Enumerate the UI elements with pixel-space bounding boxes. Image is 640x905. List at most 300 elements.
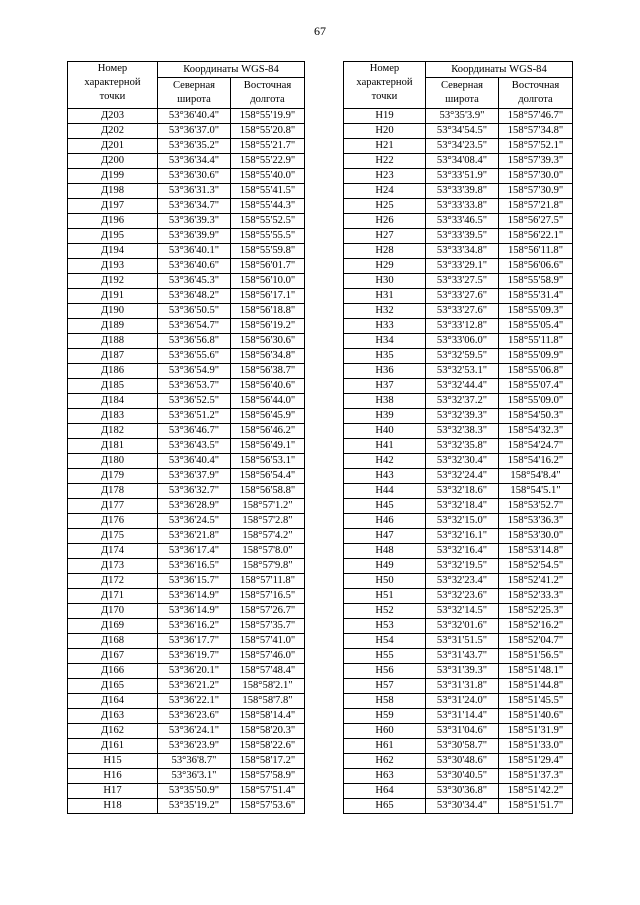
longitude-cell: 158°56'27.5" (499, 214, 573, 229)
latitude-cell: 53°36'15.7" (158, 574, 231, 589)
longitude-cell: 158°52'04.7" (499, 634, 573, 649)
latitude-cell: 53°33'39.5" (426, 229, 499, 244)
longitude-header: Восточная долгота (231, 78, 305, 109)
point-id-cell: Д189 (68, 319, 158, 334)
point-id-cell: Д183 (68, 409, 158, 424)
longitude-cell: 158°51'31.9" (499, 724, 573, 739)
latitude-cell: 53°36'31.3" (158, 184, 231, 199)
latitude-cell: 53°33'29.1" (426, 259, 499, 274)
longitude-cell: 158°55'40.0" (231, 169, 305, 184)
latitude-cell: 53°32'15.0" (426, 514, 499, 529)
latitude-cell: 53°32'37.2" (426, 394, 499, 409)
point-id-cell: Д187 (68, 349, 158, 364)
table-row (68, 364, 305, 379)
table-row (68, 244, 305, 259)
latitude-cell: 53°36'34.7" (158, 199, 231, 214)
longitude-cell: 158°56'53.1" (231, 454, 305, 469)
latitude-cell: 53°36'14.9" (158, 604, 231, 619)
table-row (344, 649, 573, 664)
table-row (68, 769, 305, 784)
point-id-cell: Н62 (344, 754, 426, 769)
point-id-cell: Н34 (344, 334, 426, 349)
table-row (344, 724, 573, 739)
point-id-cell: Н49 (344, 559, 426, 574)
point-id-cell: Д181 (68, 439, 158, 454)
table-row (344, 679, 573, 694)
longitude-cell: 158°57'9.8" (231, 559, 305, 574)
point-id-cell: Д168 (68, 634, 158, 649)
latitude-cell: 53°33'27.6" (426, 289, 499, 304)
table-body-left (68, 109, 305, 814)
longitude-cell: 158°55'58.9" (499, 274, 573, 289)
latitude-cell: 53°36'50.5" (158, 304, 231, 319)
table-row (68, 694, 305, 709)
longitude-cell: 158°57'8.0" (231, 544, 305, 559)
table-row (344, 319, 573, 334)
latitude-cell: 53°30'58.7" (426, 739, 499, 754)
point-id-cell: Д182 (68, 424, 158, 439)
latitude-cell: 53°36'8.7" (158, 754, 231, 769)
table-row (68, 424, 305, 439)
table-row (344, 364, 573, 379)
longitude-cell: 158°53'36.3" (499, 514, 573, 529)
table-row (68, 679, 305, 694)
table-row (68, 199, 305, 214)
point-id-cell: Н28 (344, 244, 426, 259)
point-id-cell: Н22 (344, 154, 426, 169)
table-row (68, 724, 305, 739)
point-id-cell: Н42 (344, 454, 426, 469)
point-id-cell: Д166 (68, 664, 158, 679)
longitude-cell: 158°55'44.3" (231, 199, 305, 214)
table-row (68, 499, 305, 514)
longitude-cell: 158°55'07.4" (499, 379, 573, 394)
coordinates-table-left (67, 61, 305, 814)
point-id-cell: Н32 (344, 304, 426, 319)
latitude-cell: 53°32'38.3" (426, 424, 499, 439)
point-id-cell: Н51 (344, 589, 426, 604)
table-row (68, 559, 305, 574)
longitude-cell: 158°56'46.2" (231, 424, 305, 439)
latitude-cell: 53°32'30.4" (426, 454, 499, 469)
point-id-cell: Д165 (68, 679, 158, 694)
longitude-cell: 158°58'17.2" (231, 754, 305, 769)
point-id-cell: Д193 (68, 259, 158, 274)
longitude-cell: 158°57'35.7" (231, 619, 305, 634)
point-number-header: Номер характерной точки (344, 62, 426, 109)
table-row (344, 589, 573, 604)
point-id-cell: Н23 (344, 169, 426, 184)
point-id-cell: Д161 (68, 739, 158, 754)
point-id-cell: Д186 (68, 364, 158, 379)
latitude-cell: 53°30'48.6" (426, 754, 499, 769)
coordinates-header: Координаты WGS-84 (426, 62, 573, 78)
latitude-cell: 53°36'19.7" (158, 649, 231, 664)
latitude-header: Северная широта (158, 78, 231, 109)
latitude-cell: 53°32'23.4" (426, 574, 499, 589)
latitude-cell: 53°32'16.4" (426, 544, 499, 559)
point-id-cell: Н37 (344, 379, 426, 394)
longitude-cell: 158°52'16.2" (499, 619, 573, 634)
point-id-cell: Н57 (344, 679, 426, 694)
latitude-cell: 53°33'39.8" (426, 184, 499, 199)
longitude-cell: 158°58'7.8" (231, 694, 305, 709)
table-row (68, 229, 305, 244)
longitude-cell: 158°56'19.2" (231, 319, 305, 334)
latitude-cell: 53°36'37.0" (158, 124, 231, 139)
longitude-cell: 158°56'34.8" (231, 349, 305, 364)
point-id-cell: Н19 (344, 109, 426, 124)
point-id-cell: Н65 (344, 799, 426, 814)
table-row (344, 379, 573, 394)
point-id-cell: Н27 (344, 229, 426, 244)
point-id-cell: Н52 (344, 604, 426, 619)
coordinates-header: Координаты WGS-84 (158, 62, 305, 78)
table-row (344, 574, 573, 589)
table-row (344, 124, 573, 139)
table-row (68, 529, 305, 544)
table-row (68, 259, 305, 274)
table-row (344, 184, 573, 199)
point-id-cell: Н40 (344, 424, 426, 439)
table-row (68, 214, 305, 229)
latitude-cell: 53°31'39.3" (426, 664, 499, 679)
longitude-cell: 158°51'42.2" (499, 784, 573, 799)
table-row (68, 709, 305, 724)
table-row (344, 529, 573, 544)
longitude-cell: 158°55'11.8" (499, 334, 573, 349)
point-id-cell: Н48 (344, 544, 426, 559)
latitude-cell: 53°31'51.5" (426, 634, 499, 649)
point-id-cell: Н53 (344, 619, 426, 634)
table-row (68, 124, 305, 139)
table-row (68, 274, 305, 289)
longitude-cell: 158°56'38.7" (231, 364, 305, 379)
point-id-cell: Н18 (68, 799, 158, 814)
longitude-cell: 158°57'53.6" (231, 799, 305, 814)
point-id-cell: Д175 (68, 529, 158, 544)
table-row (68, 139, 305, 154)
table-row (68, 349, 305, 364)
longitude-cell: 158°55'20.8" (231, 124, 305, 139)
latitude-cell: 53°32'39.3" (426, 409, 499, 424)
latitude-cell: 53°36'35.2" (158, 139, 231, 154)
longitude-cell: 158°57'46.0" (231, 649, 305, 664)
latitude-cell: 53°30'40.5" (426, 769, 499, 784)
latitude-cell: 53°32'18.6" (426, 484, 499, 499)
latitude-cell: 53°36'34.4" (158, 154, 231, 169)
latitude-cell: 53°32'44.4" (426, 379, 499, 394)
table-row (344, 439, 573, 454)
point-id-cell: Н17 (68, 784, 158, 799)
longitude-cell: 158°55'06.8" (499, 364, 573, 379)
latitude-cell: 53°35'19.2" (158, 799, 231, 814)
longitude-cell: 158°56'17.1" (231, 289, 305, 304)
table-row (68, 469, 305, 484)
longitude-cell: 158°58'2.1" (231, 679, 305, 694)
table-row (344, 739, 573, 754)
latitude-cell: 53°33'12.8" (426, 319, 499, 334)
longitude-cell: 158°58'22.6" (231, 739, 305, 754)
table-row (344, 469, 573, 484)
longitude-cell: 158°51'44.8" (499, 679, 573, 694)
longitude-cell: 158°52'54.5" (499, 559, 573, 574)
table-row (344, 214, 573, 229)
point-id-cell: Н31 (344, 289, 426, 304)
longitude-cell: 158°57'16.5" (231, 589, 305, 604)
longitude-cell: 158°56'10.0" (231, 274, 305, 289)
point-id-cell: Н59 (344, 709, 426, 724)
latitude-cell: 53°36'52.5" (158, 394, 231, 409)
point-id-cell: Д174 (68, 544, 158, 559)
longitude-cell: 158°56'06.6" (499, 259, 573, 274)
longitude-cell: 158°51'45.5" (499, 694, 573, 709)
latitude-cell: 53°36'22.1" (158, 694, 231, 709)
table-row (68, 574, 305, 589)
table-row (68, 304, 305, 319)
longitude-cell: 158°57'1.2" (231, 499, 305, 514)
longitude-cell: 158°55'09.3" (499, 304, 573, 319)
latitude-cell: 53°36'55.6" (158, 349, 231, 364)
longitude-cell: 158°57'34.8" (499, 124, 573, 139)
point-id-cell: Н61 (344, 739, 426, 754)
longitude-cell: 158°51'33.0" (499, 739, 573, 754)
table-row (344, 244, 573, 259)
point-id-cell: Н55 (344, 649, 426, 664)
longitude-cell: 158°51'48.1" (499, 664, 573, 679)
longitude-cell: 158°56'11.8" (499, 244, 573, 259)
table-row (344, 544, 573, 559)
table-row (68, 754, 305, 769)
table-row (68, 394, 305, 409)
table-row (68, 784, 305, 799)
table-row (344, 304, 573, 319)
longitude-cell: 158°56'01.7" (231, 259, 305, 274)
latitude-cell: 53°36'40.4" (158, 454, 231, 469)
point-id-cell: Н56 (344, 664, 426, 679)
point-id-cell: Д177 (68, 499, 158, 514)
latitude-cell: 53°34'23.5" (426, 139, 499, 154)
latitude-cell: 53°32'35.8" (426, 439, 499, 454)
latitude-cell: 53°36'54.7" (158, 319, 231, 334)
latitude-cell: 53°36'17.7" (158, 634, 231, 649)
table-row (344, 514, 573, 529)
table-row (344, 754, 573, 769)
point-id-cell: Н64 (344, 784, 426, 799)
table-row (344, 169, 573, 184)
point-id-cell: Д190 (68, 304, 158, 319)
point-id-cell: Н26 (344, 214, 426, 229)
latitude-cell: 53°30'34.4" (426, 799, 499, 814)
latitude-cell: 53°36'39.9" (158, 229, 231, 244)
longitude-cell: 158°57'52.1" (499, 139, 573, 154)
point-id-cell: Н38 (344, 394, 426, 409)
table-row (68, 619, 305, 634)
point-id-cell: Н25 (344, 199, 426, 214)
point-id-cell: Н44 (344, 484, 426, 499)
longitude-cell: 158°56'44.0" (231, 394, 305, 409)
latitude-cell: 53°36'17.4" (158, 544, 231, 559)
latitude-cell: 53°31'31.8" (426, 679, 499, 694)
table-row (344, 274, 573, 289)
point-id-cell: Д188 (68, 334, 158, 349)
latitude-cell: 53°36'16.2" (158, 619, 231, 634)
latitude-cell: 53°36'45.3" (158, 274, 231, 289)
latitude-cell: 53°36'39.3" (158, 214, 231, 229)
latitude-cell: 53°36'23.6" (158, 709, 231, 724)
longitude-cell: 158°55'22.9" (231, 154, 305, 169)
point-id-cell: Д178 (68, 484, 158, 499)
table-row (344, 199, 573, 214)
longitude-cell: 158°57'41.0" (231, 634, 305, 649)
longitude-cell: 158°56'18.8" (231, 304, 305, 319)
table-row (68, 454, 305, 469)
latitude-cell: 53°33'06.0" (426, 334, 499, 349)
latitude-cell: 53°32'16.1" (426, 529, 499, 544)
latitude-cell: 53°33'27.6" (426, 304, 499, 319)
point-id-cell: Н45 (344, 499, 426, 514)
table-row (344, 499, 573, 514)
longitude-cell: 158°54'8.4" (499, 469, 573, 484)
table-row (344, 604, 573, 619)
table-row (68, 154, 305, 169)
table-row (344, 109, 573, 124)
page-number: 67 (314, 24, 326, 38)
longitude-cell: 158°53'14.8" (499, 544, 573, 559)
point-id-cell: Д201 (68, 139, 158, 154)
latitude-cell: 53°36'3.1" (158, 769, 231, 784)
table-row (344, 799, 573, 814)
table-row (344, 424, 573, 439)
point-id-cell: Н54 (344, 634, 426, 649)
latitude-cell: 53°33'33.8" (426, 199, 499, 214)
point-id-cell: Д163 (68, 709, 158, 724)
latitude-cell: 53°31'24.0" (426, 694, 499, 709)
latitude-cell: 53°36'30.6" (158, 169, 231, 184)
latitude-cell: 53°36'16.5" (158, 559, 231, 574)
point-id-cell: Н35 (344, 349, 426, 364)
longitude-cell: 158°52'33.3" (499, 589, 573, 604)
point-id-cell: Д164 (68, 694, 158, 709)
latitude-cell: 53°31'04.6" (426, 724, 499, 739)
latitude-cell: 53°33'46.5" (426, 214, 499, 229)
table-row (344, 229, 573, 244)
table-row (344, 619, 573, 634)
longitude-header: Восточная долгота (499, 78, 573, 109)
point-id-cell: Н20 (344, 124, 426, 139)
latitude-cell: 53°31'43.7" (426, 649, 499, 664)
table-row (68, 379, 305, 394)
longitude-cell: 158°55'19.9" (231, 109, 305, 124)
latitude-cell: 53°32'14.5" (426, 604, 499, 619)
table-row (68, 184, 305, 199)
point-id-cell: Д191 (68, 289, 158, 304)
latitude-cell: 53°33'34.8" (426, 244, 499, 259)
latitude-cell: 53°36'40.1" (158, 244, 231, 259)
latitude-cell: 53°36'40.6" (158, 259, 231, 274)
table-row (68, 604, 305, 619)
latitude-cell: 53°33'27.5" (426, 274, 499, 289)
table-row (68, 649, 305, 664)
longitude-cell: 158°53'52.7" (499, 499, 573, 514)
point-id-cell: Д197 (68, 199, 158, 214)
longitude-cell: 158°51'37.3" (499, 769, 573, 784)
table-row (68, 334, 305, 349)
latitude-cell: 53°35'3.9" (426, 109, 499, 124)
table-row (68, 409, 305, 424)
longitude-cell: 158°56'58.8" (231, 484, 305, 499)
latitude-header: Северная широта (426, 78, 499, 109)
table-row (68, 169, 305, 184)
table-row (344, 349, 573, 364)
point-id-cell: Д203 (68, 109, 158, 124)
latitude-cell: 53°30'36.8" (426, 784, 499, 799)
point-id-cell: Д169 (68, 619, 158, 634)
latitude-cell: 53°36'51.2" (158, 409, 231, 424)
latitude-cell: 53°36'14.9" (158, 589, 231, 604)
latitude-cell: 53°32'24.4" (426, 469, 499, 484)
table-row (344, 769, 573, 784)
table-row (344, 409, 573, 424)
point-id-cell: Д202 (68, 124, 158, 139)
longitude-cell: 158°55'05.4" (499, 319, 573, 334)
latitude-cell: 53°36'28.9" (158, 499, 231, 514)
latitude-cell: 53°34'54.5" (426, 124, 499, 139)
latitude-cell: 53°36'32.7" (158, 484, 231, 499)
longitude-cell: 158°57'58.9" (231, 769, 305, 784)
latitude-cell: 53°36'54.9" (158, 364, 231, 379)
table-row (344, 259, 573, 274)
coordinates-table-right (343, 61, 573, 814)
point-id-cell: Д180 (68, 454, 158, 469)
latitude-cell: 53°32'53.1" (426, 364, 499, 379)
table-row (344, 334, 573, 349)
table-row (344, 694, 573, 709)
longitude-cell: 158°54'5.1" (499, 484, 573, 499)
table-row (344, 634, 573, 649)
point-id-cell: Д185 (68, 379, 158, 394)
table-row (68, 589, 305, 604)
point-id-cell: Д162 (68, 724, 158, 739)
longitude-cell: 158°56'49.1" (231, 439, 305, 454)
longitude-cell: 158°55'55.5" (231, 229, 305, 244)
table-row (344, 454, 573, 469)
point-id-cell: Д184 (68, 394, 158, 409)
longitude-cell: 158°52'25.3" (499, 604, 573, 619)
longitude-cell: 158°57'4.2" (231, 529, 305, 544)
longitude-cell: 158°57'48.4" (231, 664, 305, 679)
longitude-cell: 158°54'50.3" (499, 409, 573, 424)
table-row (68, 634, 305, 649)
table-row (344, 289, 573, 304)
longitude-cell: 158°55'09.9" (499, 349, 573, 364)
point-id-cell: Н46 (344, 514, 426, 529)
longitude-cell: 158°57'30.0" (499, 169, 573, 184)
longitude-cell: 158°58'14.4" (231, 709, 305, 724)
table-row (68, 739, 305, 754)
latitude-cell: 53°36'20.1" (158, 664, 231, 679)
longitude-cell: 158°51'29.4" (499, 754, 573, 769)
table-row (68, 514, 305, 529)
latitude-cell: 53°36'46.7" (158, 424, 231, 439)
longitude-cell: 158°54'32.3" (499, 424, 573, 439)
table-body-right (344, 109, 573, 814)
point-id-cell: Д198 (68, 184, 158, 199)
latitude-cell: 53°32'23.6" (426, 589, 499, 604)
longitude-cell: 158°55'31.4" (499, 289, 573, 304)
latitude-cell: 53°36'21.2" (158, 679, 231, 694)
point-id-cell: Н58 (344, 694, 426, 709)
